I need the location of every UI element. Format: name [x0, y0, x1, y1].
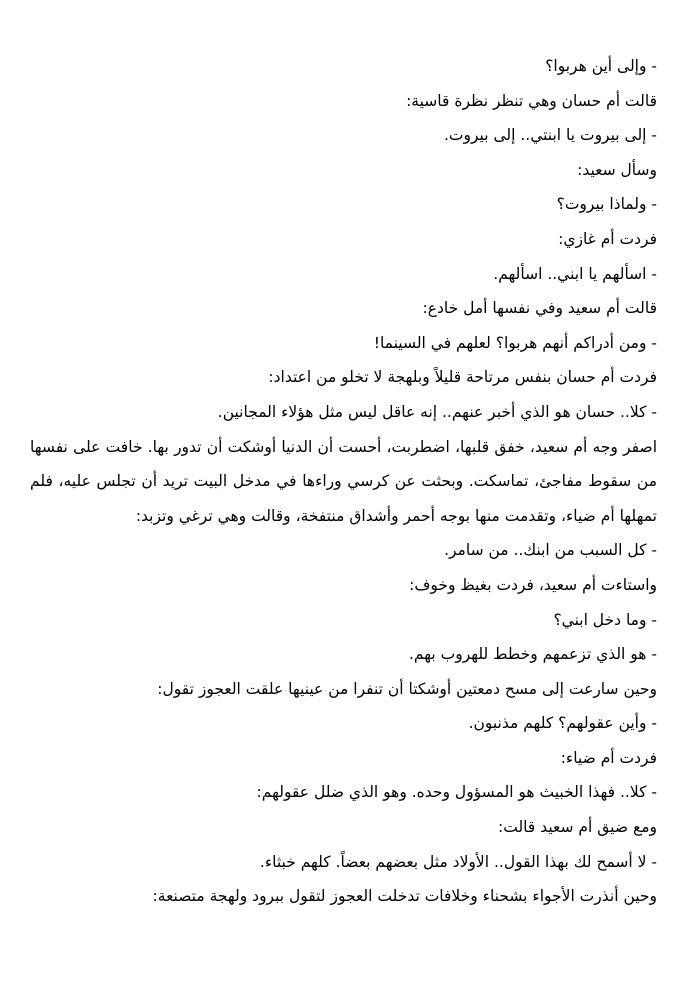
dialogue-line: - وإلى أين هربوا؟	[545, 57, 657, 75]
narration-line: قالت أم سعيد وفي نفسها أمل خادع:	[422, 299, 657, 318]
narration-line: ومع ضيق أم سعيد قالت:	[498, 818, 657, 837]
narration-line: وسأل سعيد:	[577, 160, 657, 179]
dialogue-line: - لا أسمح لك بهذا القول.. الأولاد مثل بعضهم بعضاً. كلهم خبثاء.	[259, 852, 657, 871]
narration-line: فردت أم ضياء:	[560, 748, 657, 767]
dialogue-line: - إلى بيروت يا ابنتي.. إلى بيروت.	[443, 126, 657, 145]
dialogue-line: - هو الذي تزعمهم وخطط للهروب بهم.	[409, 645, 657, 664]
dialogue-line: - ومن أدراكم أنهم هربوا؟ لعلهم في السينما!	[373, 333, 657, 352]
dialogue-line: - كلا.. فهذا الخبيث هو المسؤول وحده. وهو الذي ضلل عقولهم:	[256, 783, 657, 802]
narration-paragraph: اصفر وجه أم سعيد، خفق قلبها، اضطربت، أحست أن الدنيا أوشكت أن تدور بها. خافت على نفسها من سقوط مفاجئ، تماسكت. وبحثت عن كرسي وراءها في مدخل البيت تريد أن تجلس عليه، فلم تمهلها أم ضياء، وتقدمت منها بوجه أحمر وأشداق منتفخة، وقالت وهي ترغي وتزبد:	[30, 437, 657, 525]
narration-line: فردت أم غازي:	[558, 229, 657, 248]
dialogue-line: - كلا.. حسان هو الذي أخبر عنهم.. إنه عاقل ليس مثل هؤلاء المجانين.	[217, 402, 657, 421]
dialogue-line: - ولماذا بيروت؟	[556, 195, 657, 214]
narration-line: قالت أم حسان وهي تنظر نظرة قاسية:	[406, 91, 657, 110]
narration-line: واستاءت أم سعيد، فردت بغيظ وخوف:	[409, 575, 657, 594]
narration-line: فردت أم حسان بنفس مرتاحة قليلاً وبلهجة لا تخلو من اعتداد:	[268, 368, 657, 387]
dialogue-line: - وأين عقولهم؟ كلهم مذنبون.	[468, 714, 657, 733]
narration-line: وحين أنذرت الأجواء بشحناء وخلافات تدخلت العجوز لتقول ببرود ولهجة متصنعة:	[152, 887, 657, 906]
narration-line: وحين سارعت إلى مسح دمعتين أوشكتا أن تنفرا من عينيها علقت العجوز تقول:	[157, 679, 657, 698]
dialogue-line: - كل السبب من ابنك.. من سامر.	[444, 541, 657, 560]
dialogue-line: - اسألهم يا ابني.. اسألهم.	[493, 264, 657, 283]
dialogue-line: - وما دخل ابني؟	[553, 610, 657, 629]
